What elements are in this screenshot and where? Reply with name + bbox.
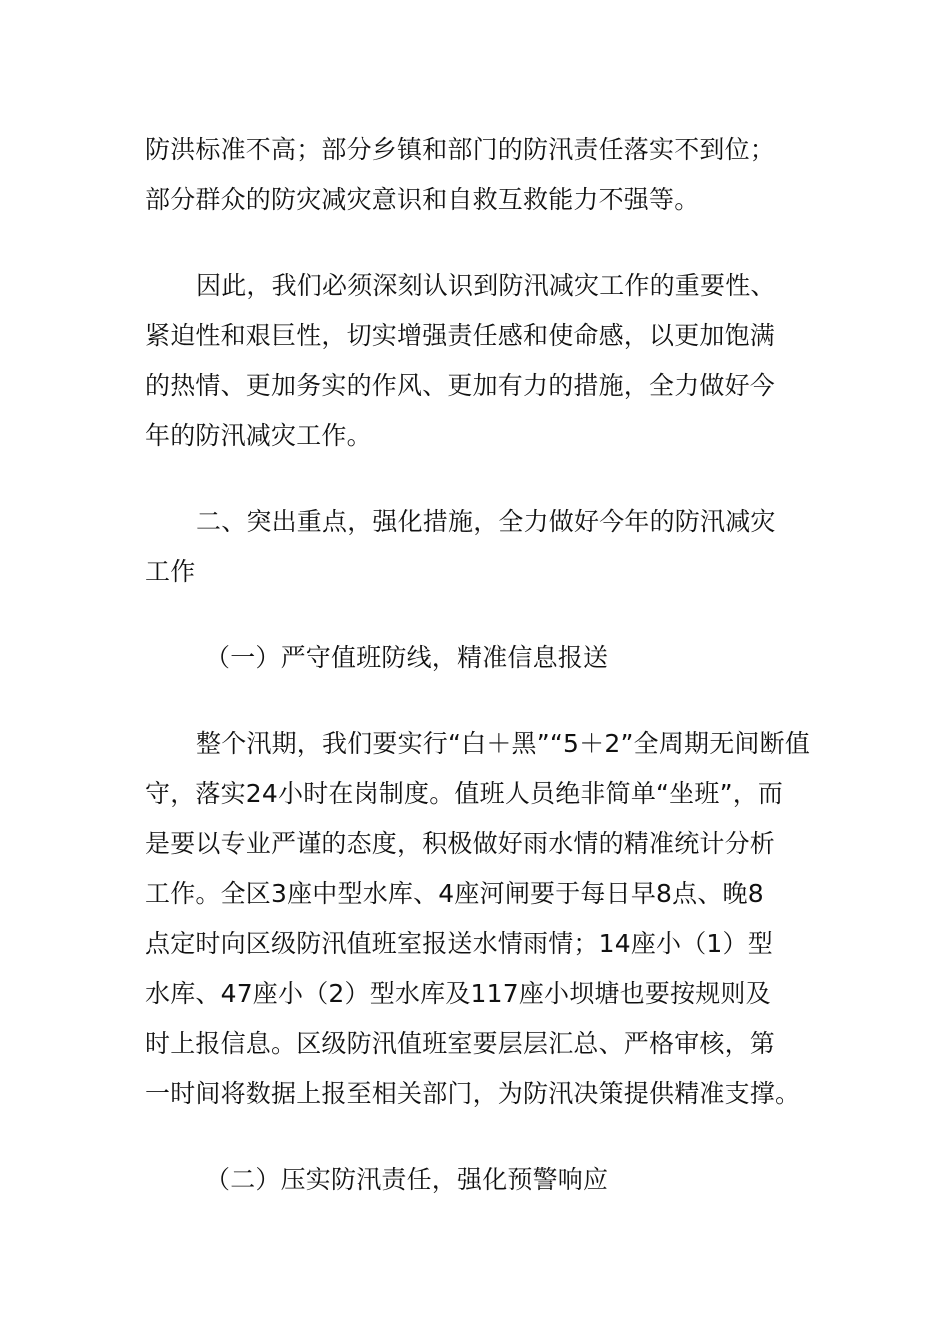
section-heading: 二、突出重点，强化措施，全力做好今年的防汛减灾 [196,507,776,536]
text-line: 年的防汛减灾工作。 [145,421,372,450]
text-line: 的热情、更加务实的作风、更加有力的措施，全力做好今 [145,371,776,400]
text-line: 水库、47座小（2）型水库及117座小坝塘也要按规则及 [145,979,771,1008]
text-line: 因此，我们必须深刻认识到防汛减灾工作的重要性、 [196,271,776,300]
text-line: 整个汛期，我们要实行“白＋黑”“5＋2”全周期无间断值 [196,729,811,758]
text-line: 一时间将数据上报至相关部门，为防汛决策提供精准支撑。 [145,1079,801,1108]
subsection-heading: （二）压实防汛责任，强化预警响应 [205,1165,609,1194]
section-heading: 工作 [145,557,196,586]
text-line: 部分群众的防灾减灾意识和自救互救能力不强等。 [145,185,700,214]
text-line: 工作。全区3座中型水库、4座河闸要于每日早8点、晚8 [145,879,764,908]
text-line: 防洪标准不高；部分乡镇和部门的防汛责任落实不到位； [145,135,776,164]
text-line: 点定时向区级防汛值班室报送水情雨情；14座小（1）型 [145,929,773,958]
subsection-heading: （一）严守值班防线，精准信息报送 [205,643,609,672]
text-line: 是要以专业严谨的态度，积极做好雨水情的精准统计分析 [145,829,776,858]
text-line: 时上报信息。区级防汛值班室要层层汇总、严格审核，第 [145,1029,776,1058]
text-line: 紧迫性和艰巨性，切实增强责任感和使命感，以更加饱满 [145,321,776,350]
text-line: 守，落实24小时在岗制度。值班人员绝非简单“坐班”，而 [145,779,784,808]
